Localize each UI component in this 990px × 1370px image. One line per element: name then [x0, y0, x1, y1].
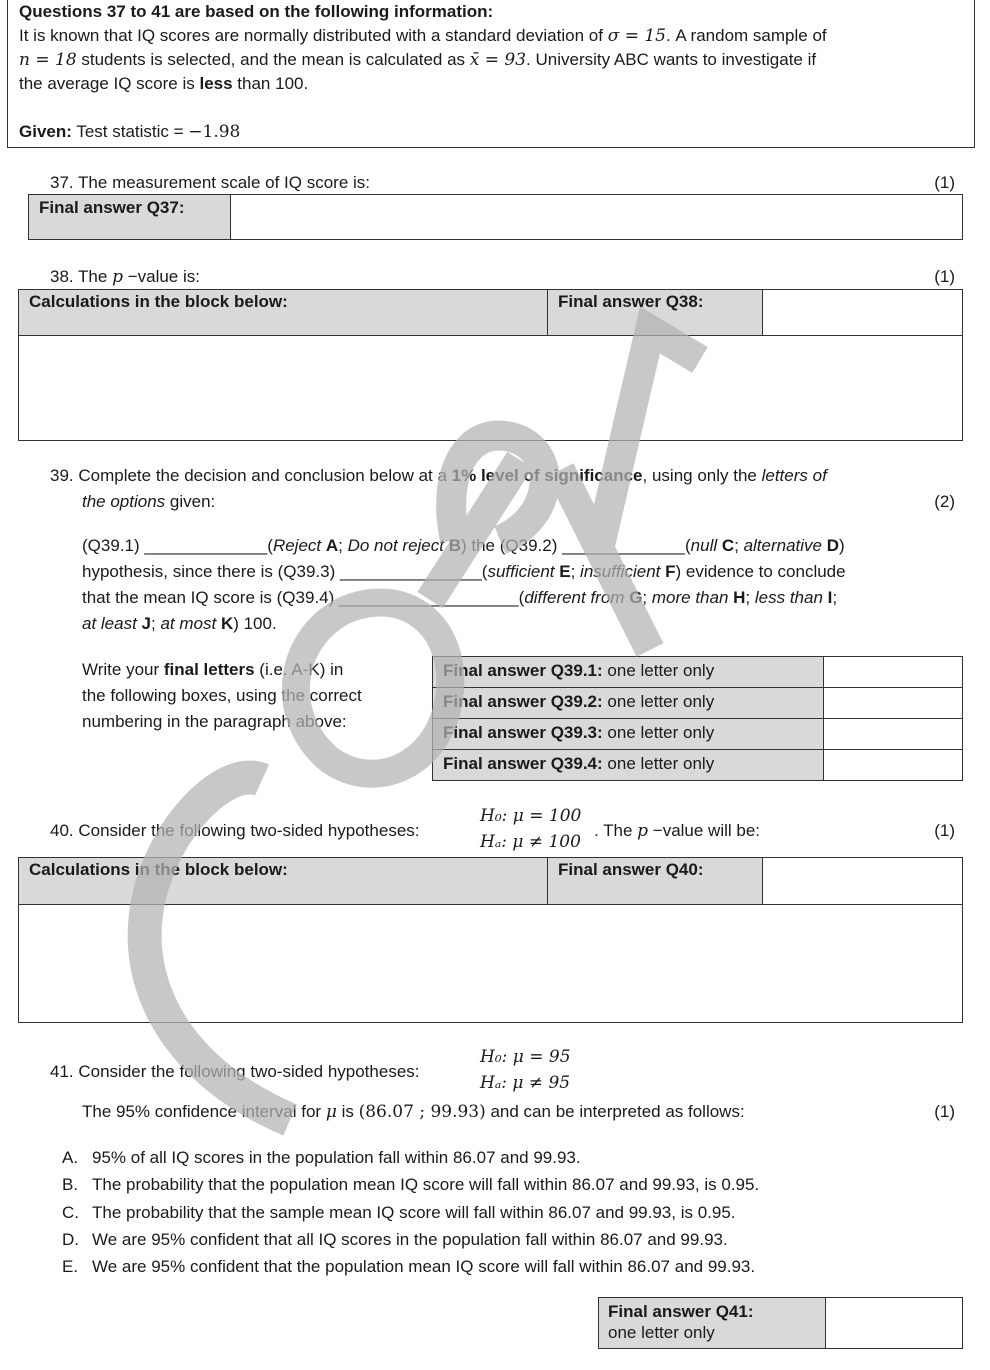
q39-1-answer-field[interactable] — [823, 656, 963, 688]
q39-instruction-line-3: numbering in the paragraph above: — [82, 712, 347, 731]
q41-answer-field[interactable] — [825, 1297, 963, 1349]
q39-instruction-line-2: the following boxes, using the correct — [82, 686, 362, 705]
q41-option-e: E. We are 95% confident that the population mean IQ score will fall within 86.07 and 99.93. — [62, 1257, 756, 1276]
info-line-2: n = 18 students is selected, and the mean is calculated as x̄ = 93. University ABC wants to investigate if — [19, 50, 817, 70]
q38-calc-label-cell — [18, 289, 548, 336]
q39-paragraph-line-1: (Q39.1) _____________(Reject A; Do not reject B) the (Q39.2) _____________(null C; alternative D) — [82, 536, 845, 555]
q40-calc-label-cell — [18, 857, 548, 905]
q37-question: 37. The measurement scale of IQ score is: — [50, 173, 370, 192]
q39-instruction-line-1: Write your final letters (i.e. A-K) in — [82, 660, 344, 679]
q41-option-c: C. The probability that the sample mean IQ score will fall within 86.07 and 99.93, is 0.95. — [62, 1203, 736, 1222]
q41-option-b: B. The probability that the population mean IQ score will fall within 86.07 and 99.93, is 0.95. — [62, 1175, 760, 1194]
q39-4-answer-field[interactable] — [823, 749, 963, 781]
q40-answer-field[interactable] — [762, 857, 963, 905]
q41-ha: Hₐ: μ ≠ 95 — [480, 1073, 571, 1093]
q41-marks: (1) — [934, 1102, 955, 1121]
q41-question: 41. Consider the following two-sided hypotheses: — [50, 1062, 420, 1081]
q39-answer-row-4 — [432, 749, 963, 781]
q41-interval-line: The 95% confidence interval for μ is (86.07 ; 99.93) and can be interpreted as follows: — [82, 1102, 745, 1122]
q41-option-a: A. 95% of all IQ scores in the population fall within 86.07 and 99.93. — [62, 1148, 581, 1167]
q41-answer-note: one letter only — [608, 1323, 715, 1342]
q37-answer-label: Final answer Q37: — [39, 198, 185, 217]
given-line: Given: Test statistic = −1.98 — [19, 122, 241, 142]
q39-2-answer-field[interactable] — [823, 687, 963, 719]
q39-4-label-cell: Final answer Q39.4: one letter only — [432, 749, 824, 781]
q39-question-line-2: the options given: — [82, 492, 216, 511]
q38-answer-field[interactable] — [762, 289, 963, 336]
q38-question: 38. The p −value is: — [50, 267, 200, 287]
q38-calc-label: Calculations in the block below: — [29, 292, 288, 311]
q39-marks: (2) — [934, 492, 955, 511]
q41-answer-label: Final answer Q41: — [608, 1302, 754, 1321]
q40-question: 40. Consider the following two-sided hypotheses: — [50, 821, 420, 840]
q41-h0: H₀: μ = 95 — [480, 1047, 571, 1067]
q40-answer-label-cell — [547, 857, 763, 905]
q38-answer-label-cell — [547, 289, 763, 336]
q40-calc-label: Calculations in the block below: — [29, 860, 288, 879]
q40-ha: Hₐ: μ ≠ 100 — [480, 832, 581, 852]
q40-answer-label: Final answer Q40: — [558, 860, 704, 879]
q39-3-answer-field[interactable] — [823, 718, 963, 750]
q41-option-d: D. We are 95% confident that all IQ scores in the population fall within 86.07 and 99.93. — [62, 1230, 728, 1249]
q39-answer-row-3 — [432, 718, 963, 750]
q38-answer-label: Final answer Q38: — [558, 292, 704, 311]
q37-answer-field[interactable] — [230, 194, 963, 240]
q39-paragraph-line-3: that the mean IQ score is (Q39.4) ___________________(different from G; more than H; less than I; — [82, 588, 838, 607]
q39-question-line-1: 39. Complete the decision and conclusion below at a 1% level of significance, using only the letters of — [50, 466, 827, 485]
info-box — [7, 0, 975, 148]
q39-answer-row-1 — [432, 656, 963, 688]
q39-answer-row-2 — [432, 687, 963, 719]
q38-marks: (1) — [934, 267, 955, 286]
q40-question-end: . The p −value will be: — [594, 821, 761, 841]
q37-answer-label-cell — [28, 194, 231, 240]
q41-answer-label-cell — [598, 1297, 826, 1349]
info-line-1: It is known that IQ scores are normally distributed with a standard deviation of σ = 15. A random sample of — [19, 26, 827, 46]
info-line-3: the average IQ score is less than 100. — [19, 74, 309, 93]
q40-calc-block[interactable] — [18, 904, 963, 1023]
q39-paragraph-line-4: at least J; at most K) 100. — [82, 614, 277, 633]
q38-calc-block[interactable] — [18, 335, 963, 441]
q39-1-label-cell: Final answer Q39.1: one letter only — [432, 656, 824, 688]
q40-h0: H₀: μ = 100 — [480, 806, 582, 826]
q40-marks: (1) — [934, 821, 955, 840]
q37-marks: (1) — [934, 173, 955, 192]
info-heading: Questions 37 to 41 are based on the following information: — [19, 2, 494, 21]
q39-3-label-cell: Final answer Q39.3: one letter only — [432, 718, 824, 750]
q39-2-label-cell: Final answer Q39.2: one letter only — [432, 687, 824, 719]
q39-paragraph-line-2: hypothesis, since there is (Q39.3) _______________(sufficient E; insufficient F) evidence to conclude — [82, 562, 846, 581]
